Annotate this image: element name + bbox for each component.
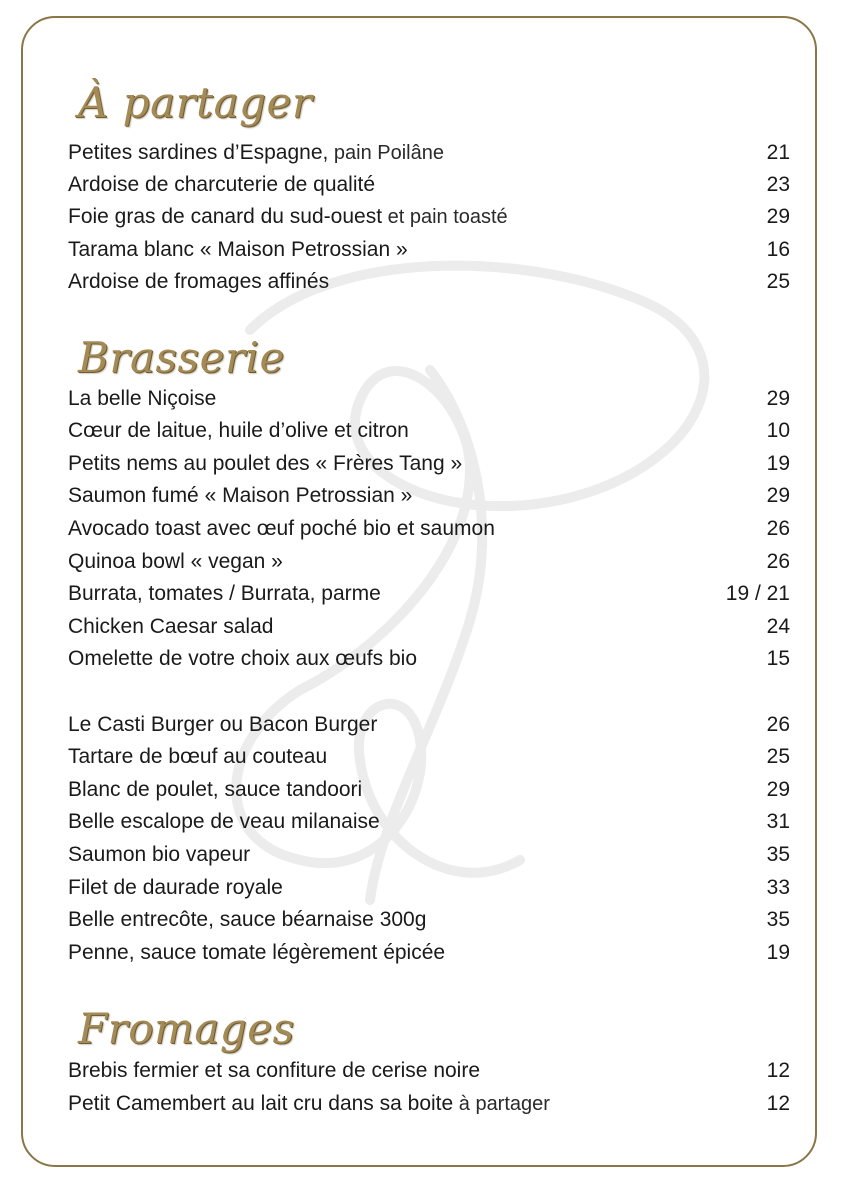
item-price: 10 (766, 419, 790, 442)
item-price: 19 (766, 941, 790, 964)
item-name: Brebis fermier et sa confiture de cerise noire (68, 1059, 481, 1082)
section-title-a-partager: À partager (78, 78, 313, 127)
item-name: Petits nems au poulet des « Frères Tang » (68, 452, 463, 475)
item-price: 21 (766, 141, 790, 164)
item-text (68, 874, 283, 902)
item-name: Burrata, tomates / Burrata, parme (68, 582, 381, 605)
item-price: 19 (766, 452, 790, 475)
item-price: 29 (766, 387, 790, 410)
item-name: Blanc de poulet, sauce tandoori (68, 778, 363, 801)
menu-item (68, 939, 790, 967)
menu-item (68, 645, 790, 673)
item-name: La belle Niçoise (68, 387, 217, 410)
menu-item (68, 776, 790, 804)
item-price: 15 (766, 647, 790, 670)
item-price: 35 (766, 843, 790, 866)
item-name: Ardoise de fromages affinés (68, 270, 330, 293)
item-price: 26 (766, 713, 790, 736)
item-text (68, 645, 417, 673)
menu-item (68, 613, 790, 641)
item-price: 31 (766, 810, 790, 833)
item-name: Saumon fumé « Maison Petrossian » (68, 484, 413, 507)
item-name: Petites sardines d’Espagne, (68, 141, 329, 164)
item-note: à partager (453, 1093, 550, 1115)
menu-item (68, 841, 790, 869)
section-title-fromages: Fromages (78, 1004, 295, 1053)
menu-item (68, 171, 790, 199)
item-text (68, 1090, 550, 1118)
item-name: Cœur de laitue, huile d’olive et citron (68, 419, 409, 442)
item-name: Avocado toast avec œuf poché bio et saumon (68, 517, 495, 540)
item-price: 12 (766, 1092, 790, 1115)
menu-item (68, 906, 790, 934)
menu-item (68, 236, 790, 264)
menu-item (68, 580, 790, 608)
menu-item (68, 482, 790, 510)
item-text (68, 776, 362, 804)
item-name: Tarama blanc « Maison Petrossian » (68, 238, 408, 261)
item-name: Foie gras de canard du sud-ouest (68, 205, 383, 228)
menu-item (68, 1057, 790, 1085)
item-name: Omelette de votre choix aux œufs bio (68, 647, 417, 670)
item-name: Chicken Caesar salad (68, 615, 274, 638)
menu-item (68, 450, 790, 478)
item-text (68, 1057, 480, 1085)
item-text (68, 613, 273, 641)
item-text (68, 808, 380, 836)
item-note: pain Poilâne (328, 142, 444, 164)
item-text (68, 482, 412, 510)
item-text (68, 743, 327, 771)
item-price: 12 (766, 1059, 790, 1082)
item-price: 25 (766, 270, 790, 293)
item-price: 29 (766, 778, 790, 801)
item-text (68, 515, 495, 543)
item-price: 23 (766, 173, 790, 196)
menu-item (68, 203, 790, 231)
item-name: Penne, sauce tomate légèrement épicée (68, 941, 446, 964)
item-name: Filet de daurade royale (68, 876, 283, 899)
item-text (68, 385, 216, 413)
item-text (68, 711, 377, 739)
item-text (68, 939, 445, 967)
item-name: Quinoa bowl « vegan » (68, 550, 283, 573)
item-price: 24 (766, 615, 790, 638)
item-text (68, 548, 283, 576)
menu-item (68, 548, 790, 576)
menu-item (68, 711, 790, 739)
item-note: et pain toasté (382, 206, 508, 228)
section-title-brasserie: Brasserie (78, 333, 285, 382)
item-price: 25 (766, 745, 790, 768)
item-text (68, 203, 508, 231)
menu-item (68, 808, 790, 836)
item-text (68, 841, 250, 869)
item-price: 29 (766, 484, 790, 507)
item-text (68, 450, 462, 478)
item-text (68, 236, 408, 264)
menu-item (68, 1090, 790, 1118)
menu-item (68, 139, 790, 167)
item-text (68, 171, 375, 199)
menu-item (68, 268, 790, 296)
menu-item (68, 743, 790, 771)
menu-item (68, 385, 790, 413)
item-text (68, 417, 409, 445)
item-price: 35 (766, 908, 790, 931)
item-text (68, 268, 329, 296)
item-price: 19 / 21 (725, 582, 790, 605)
item-text (68, 906, 426, 934)
item-name: Belle escalope de veau milanaise (68, 810, 380, 833)
item-text (68, 580, 381, 608)
menu-item (68, 417, 790, 445)
item-name: Petit Camembert au lait cru dans sa boite (68, 1092, 454, 1115)
item-name: Le Casti Burger ou Bacon Burger (68, 713, 378, 736)
item-price: 26 (766, 550, 790, 573)
menu-item (68, 515, 790, 543)
item-price: 16 (766, 238, 790, 261)
item-price: 29 (766, 205, 790, 228)
item-name: Belle entrecôte, sauce béarnaise 300g (68, 908, 427, 931)
menu-item (68, 874, 790, 902)
item-name: Ardoise de charcuterie de qualité (68, 173, 376, 196)
item-price: 33 (766, 876, 790, 899)
item-name: Saumon bio vapeur (68, 843, 251, 866)
item-text (68, 139, 444, 167)
item-price: 26 (766, 517, 790, 540)
item-name: Tartare de bœuf au couteau (68, 745, 328, 768)
